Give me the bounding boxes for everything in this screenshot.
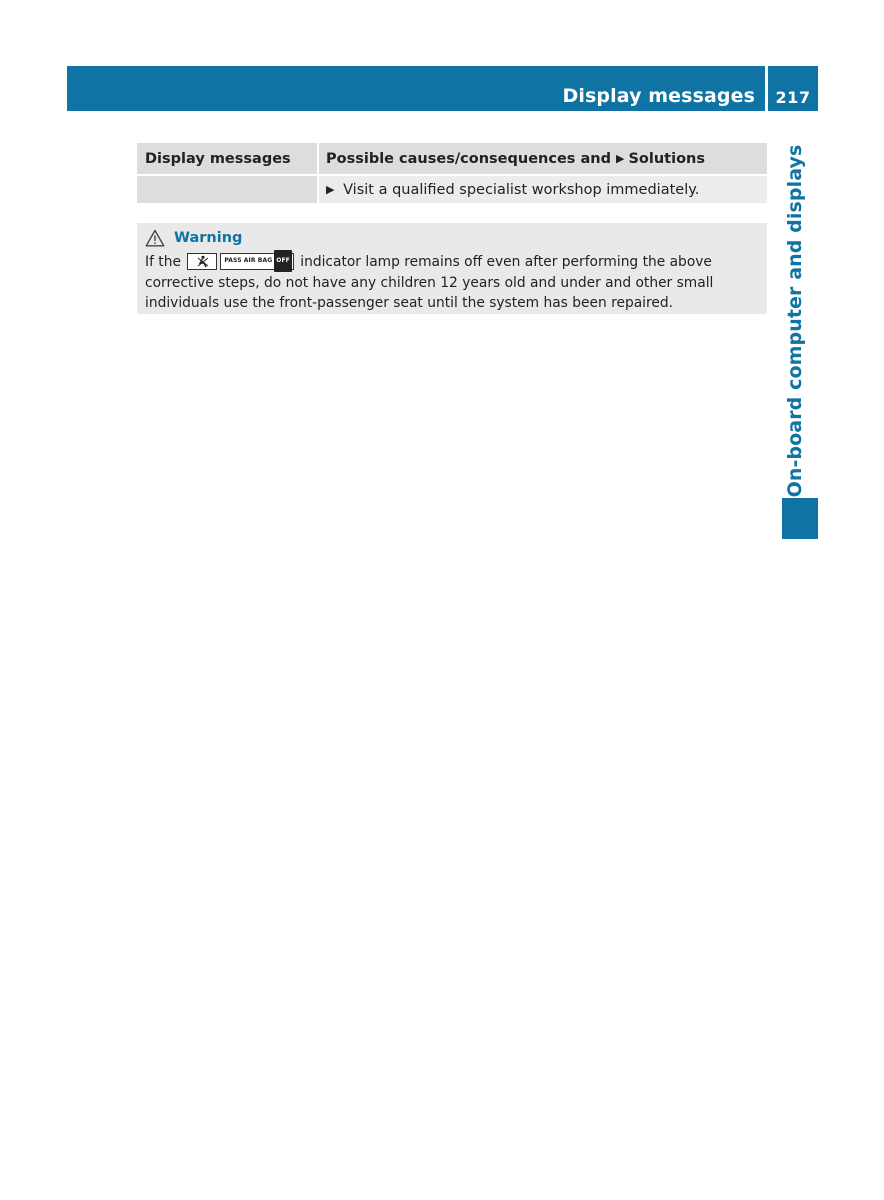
child-seat-airbag-icon bbox=[187, 253, 217, 270]
col-header-prefix: Possible causes/consequences and bbox=[326, 150, 611, 167]
warning-triangle-icon bbox=[145, 229, 165, 247]
bullet-arrow-icon: ▶ bbox=[326, 182, 335, 196]
side-tab bbox=[780, 144, 810, 498]
table-cell-message bbox=[137, 175, 318, 203]
warning-text-before: If the bbox=[145, 254, 181, 270]
table-cell-solution bbox=[318, 175, 767, 203]
col-header-causes-solutions bbox=[318, 143, 767, 175]
col-header-suffix: Solutions bbox=[628, 150, 705, 167]
warning-text-after: indicator lamp remains off even after performing the above corrective steps, do not have any children 12 years old and under and other small individuals use the front-passenger seat until the system has been repaired. bbox=[145, 254, 714, 311]
play-arrow-icon: ▶ bbox=[616, 151, 625, 165]
display-messages-table bbox=[137, 143, 767, 203]
off-badge: OFF bbox=[274, 250, 292, 273]
solution-text: Visit a qualified specialist workshop immediately. bbox=[343, 181, 700, 198]
pass-airbag-off-label bbox=[220, 253, 294, 270]
airbag-indicator bbox=[187, 253, 294, 270]
table-header-row bbox=[137, 143, 767, 175]
table-row bbox=[137, 175, 767, 203]
page-number: 217 bbox=[775, 88, 811, 107]
warning-box bbox=[137, 223, 767, 314]
side-tab-marker bbox=[782, 498, 818, 539]
side-tab-label: On-board computer and displays bbox=[784, 144, 806, 498]
col-header-display-messages: Display messages bbox=[137, 143, 318, 175]
warning-heading bbox=[145, 229, 242, 247]
page-title: Display messages bbox=[562, 85, 755, 107]
pass-airbag-text: PASS AIR BAG bbox=[224, 256, 273, 264]
page-number-box bbox=[768, 66, 818, 111]
warning-title: Warning bbox=[174, 230, 243, 246]
warning-text bbox=[145, 252, 765, 314]
header-bar bbox=[67, 66, 765, 111]
